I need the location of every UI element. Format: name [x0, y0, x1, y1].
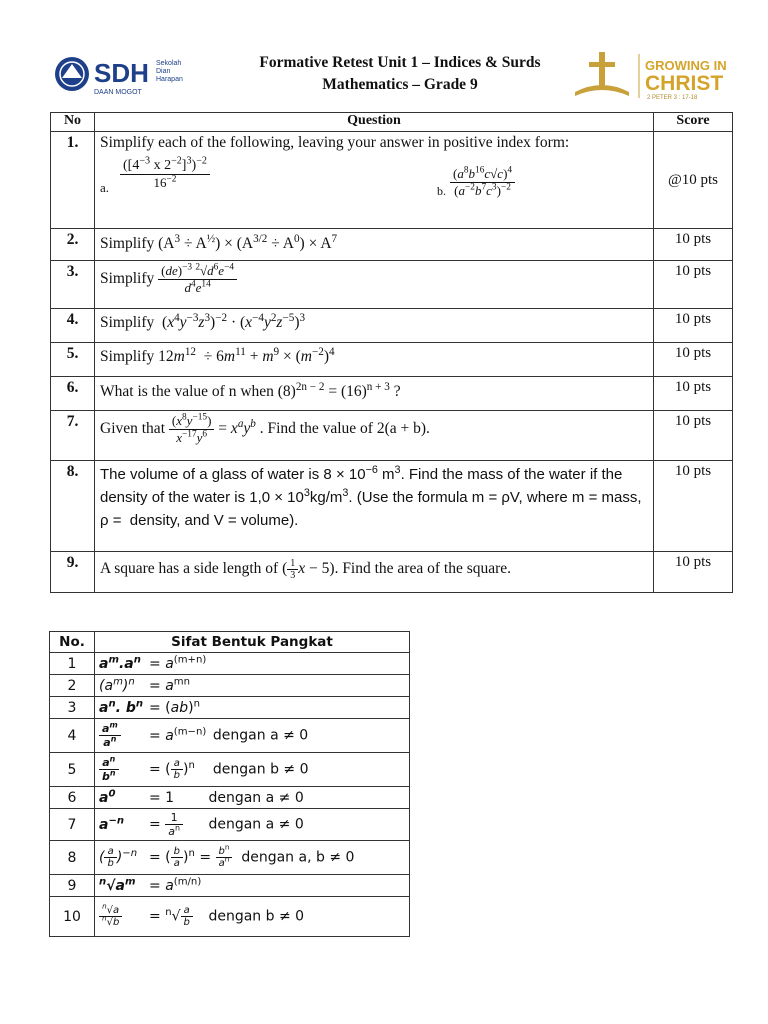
question-row-5: 5. Simplify $12m^{12} \div 6m^{11} + m^9 \times (m^{-2})^4$ 10 pts: [51, 343, 733, 377]
question-2: Simplify $(A^3 \div A^{\frac{1}{2}}) \times (A^{3/2} \div A^0) \times A^7$: [95, 229, 654, 261]
expression-3: $\frac{(de)^{-3} ^2√d^6e^{-4}}{d^4e^{14}}$: [158, 263, 237, 296]
question-9: A square has a side length of ( $\frac{1}{3}$ x − 5). Find the area of the square.: [95, 552, 654, 593]
svg-text:CHRIST: CHRIST: [645, 72, 724, 95]
property-row: 3 $a^n$. $b^n = (ab)^n$: [50, 697, 410, 719]
property-row: 9 $^n√a^m = a^{(m/n)}$: [50, 875, 410, 897]
question-row-8: 8. The volume of a glass of water is $8 \times 10^{-6}$ $m^3$. Find the mass of the water if the density of the water is $1,0 \times 10^3kg/m^3$. (Use the formula m = ρV, where m = mass, ρ = density, and V = volume). 10 pts: [51, 461, 733, 552]
school-logo: [52, 52, 212, 105]
expression-1b: $\frac{(a^8b^{16}c√c)^4}{(a^{-2}b^7c^3)^{-2}}$: [450, 166, 515, 199]
properties-table: [49, 631, 410, 937]
header-question: Question: [95, 113, 654, 132]
property-row: 7 $a^{-n}$ = $\frac{1}{a^n}$ dengan a ≠ 0: [50, 809, 410, 841]
question-4: Simplify $(x^4y^{-3}z^3)^{-2} \cdot (x^{-4}y^2z^{-5})^3$: [95, 309, 654, 343]
school-logo-text: SDH: [94, 58, 149, 88]
header-score: Score: [654, 113, 733, 132]
question-row-6: 6. What is the value of n when $(8)^{2n - 2} = (16)^{n + 3}$ ? 10 pts: [51, 377, 733, 411]
questions-table: [50, 112, 733, 593]
question-8: The volume of a glass of water is $8 \times 10^{-6}$ $m^3$. Find the mass of the water if the density of the water is $1,0 \times 10^3kg/m^3$. (Use the formula m = ρV, where m = mass, ρ = density, and V = volume).: [95, 461, 654, 552]
question-3: Simplify $\frac{(de)^{-3} ^2√d^6e^{-4}}{d^4e^{14}}$: [95, 261, 654, 309]
question-row-9: 9. A square has a side length of ( $\frac{1}{3}$ x − 5). Find the area of the square. 10 pts: [51, 552, 733, 593]
prop-header-title: Sifat Bentuk Pangkat: [95, 632, 410, 653]
page-header: [0, 0, 768, 112]
property-row: 4 $\frac{a^m}{a^n}$ = $a^{(m-n)}$ dengan a ≠ 0: [50, 719, 410, 753]
property-row: 10 $\frac{^n√a}{^n√b}$ = $^n$√ $\frac{a}{b}$ dengan b ≠ 0: [50, 897, 410, 937]
svg-text:GROWING IN: GROWING IN: [645, 58, 727, 73]
property-row: 6 $a^0 = 1$ dengan a ≠ 0: [50, 787, 410, 809]
svg-text:Harapan: Harapan: [156, 76, 183, 83]
expression-1a: $\frac{([4^{-3} x 2^{-2}]^3)^{-2}}{16^{-2}}$: [120, 158, 210, 191]
page-title: [200, 52, 600, 96]
property-row: 5 $\frac{a^n}{b^n}$ = ( $\frac{a}{b}$ )$^n$ dengan b ≠ 0: [50, 753, 410, 787]
svg-text:Dian: Dian: [156, 68, 171, 75]
question-row-3: 3. Simplify $\frac{(de)^{-3} ^2√d^6e^{-4}}{d^4e^{14}}$ 10 pts: [51, 261, 733, 309]
property-row: 2 $(a^m)^n = a^{mn}$: [50, 675, 410, 697]
question-1: Simplify each of the following, leaving your answer in positive index form: a. $\frac{([4^{-3} x 2^{-2}]^3)^{-2}}{16^{-2}}$ b. $\frac{(a^8b^{16}c√c)^4}{(a^{-2}b^7c^3)^{-2}}$: [95, 132, 654, 229]
question-row-2: 2. Simplify $(A^3 \div A^{\frac{1}{2}}) \times (A^{3/2} \div A^0) \times A^7$ 10 pts: [51, 229, 733, 261]
header-no: No: [51, 113, 95, 132]
question-row-1: 1. Simplify each of the following, leaving your answer in positive index form: a. $\frac{([4^{-3} x 2^{-2}]^3)^{-2}}{16^{-2}}$ b. $\frac{(a^8b^{16}c√c)^4}{(a^{-2}b^7c^3)^{-2}}$ @10 pts: [51, 132, 733, 229]
svg-text:DAAN MOGOT: DAAN MOGOT: [94, 89, 142, 96]
expression-7: $\frac{(x^8y^{-15})}{x^{-17}y^6}$: [169, 413, 215, 446]
svg-text:Sekolah: Sekolah: [156, 60, 182, 67]
property-row: 1 $a^m.a^n = a^{(m+n)}$: [50, 653, 410, 675]
question-5: Simplify $12m^{12} \div 6m^{11} + m^9 \times (m^{-2})^4$: [95, 343, 654, 377]
question-6: What is the value of n when $(8)^{2n - 2} = (16)^{n + 3}$ ?: [95, 377, 654, 411]
prop-header-no: No.: [50, 632, 95, 653]
title-line-2: Mathematics – Grade 9: [322, 76, 478, 93]
property-row: 8 ( $\frac{a}{b}$ )$^{-n}$ = ( $\frac{b}{a}$ )$^n$ = $\frac{b^n}{a^n}$ dengan a, b ≠ 0: [50, 841, 410, 875]
svg-text:2 PETER 3 : 17-18: 2 PETER 3 : 17-18: [647, 95, 698, 101]
growing-in-christ-logo: [571, 48, 736, 109]
question-row-4: 4. Simplify $(x^4y^{-3}z^3)^{-2} \cdot (x^{-4}y^2z^{-5})^3$ 10 pts: [51, 309, 733, 343]
question-row-7: 7. Given that $\frac{(x^8y^{-15})}{x^{-17}y^6}$ = $x^ay^b$ . Find the value of 2(a + b). 10 pts: [51, 411, 733, 461]
question-7: Given that $\frac{(x^8y^{-15})}{x^{-17}y^6}$ = $x^ay^b$ . Find the value of 2(a + b).: [95, 411, 654, 461]
title-line-1: Formative Retest Unit 1 – Indices & Surds: [259, 54, 541, 71]
